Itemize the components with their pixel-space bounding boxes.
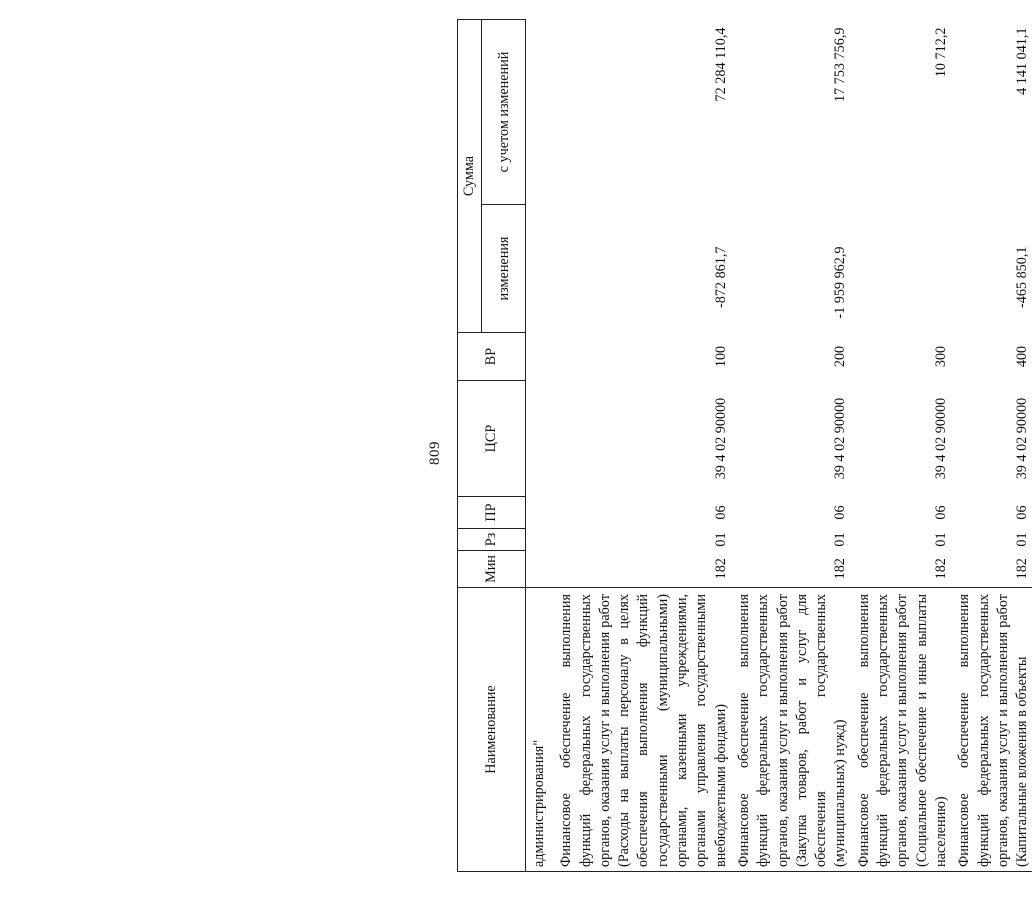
row-vr: 100 [712, 345, 729, 368]
row-rz: 01 [1014, 532, 1031, 547]
table-header [458, 20, 526, 872]
header-min: Мин [458, 551, 526, 588]
row-min [526, 551, 554, 588]
header-sum: Сумма [458, 20, 482, 333]
table-row [526, 20, 554, 872]
row-total: 72 284 110,4 [712, 27, 729, 102]
table-row [951, 20, 1032, 872]
row-pr: 06 [1014, 505, 1031, 520]
row-name: Финансовое обеспечение выполнения функций федеральных государственных органов, оказания услуг и выполнения работ (Капитальные вложения в объекты [951, 588, 1032, 872]
row-vr: 300 [932, 345, 949, 368]
row-min: 182 [1014, 558, 1031, 580]
row-csr [526, 381, 554, 497]
table-row [553, 20, 731, 872]
header-csr: ЦСР [458, 381, 526, 497]
row-min: 182 [712, 558, 729, 580]
row-rz: 01 [932, 532, 949, 547]
header-pr: ПР [458, 497, 526, 529]
row-change [851, 205, 951, 333]
row-min: 182 [932, 558, 949, 580]
table-row [731, 20, 851, 872]
header-vr: ВР [458, 333, 526, 381]
row-name: администрирования" [526, 588, 554, 872]
row-total: 10 712,2 [932, 27, 949, 78]
row-csr: 39 4 02 90000 [932, 397, 949, 480]
row-vr [526, 333, 554, 381]
table-row [851, 20, 951, 872]
header-with-changes: с учетом изменений [482, 20, 526, 205]
row-rz [526, 529, 554, 551]
table-body [526, 20, 1032, 872]
row-total [526, 20, 554, 205]
row-pr: 06 [712, 505, 729, 520]
row-change: -872 861,7 [712, 246, 729, 308]
row-name: Финансовое обеспечение выполнения функций федеральных государственных органов, оказания услуг и выполнения работ (Закупка товаров, работ и услуг для обеспечения государственных (муниципальных) нужд) [731, 588, 851, 872]
header-change: изменения [482, 205, 526, 333]
row-vr: 200 [832, 345, 849, 368]
row-total: 17 753 756,9 [832, 27, 849, 102]
page-number: 809 [427, 441, 443, 465]
header-rz: Рз [458, 529, 526, 551]
row-name: Финансовое обеспечение выполнения функций федеральных государственных органов, оказания услуг и выполнения работ (Социальное обеспечение и иные выплаты населению) [851, 588, 951, 872]
row-pr: 06 [832, 505, 849, 520]
row-pr [526, 497, 554, 529]
row-pr: 06 [932, 505, 949, 520]
budget-table [457, 19, 1032, 872]
row-rz: 01 [832, 532, 849, 547]
row-csr: 39 4 02 90000 [832, 397, 849, 480]
row-total: 4 141 041,1 [1014, 27, 1031, 95]
header-name: Наименование [458, 588, 526, 872]
row-csr: 39 4 02 90000 [1014, 397, 1031, 480]
row-csr: 39 4 02 90000 [712, 397, 729, 480]
row-rz: 01 [712, 532, 729, 547]
row-change [526, 205, 554, 333]
row-vr: 400 [1014, 345, 1031, 368]
row-name: Финансовое обеспечение выполнения функций федеральных государственных органов, оказания услуг и выполнения работ (Расходы на выплаты персоналу в целях обеспечения выполнения функций государственными (муниципальными) органами, казенными учреждениями, органами управления государственными внебюджетными фондами) [553, 588, 731, 872]
row-change: -1 959 962,9 [832, 246, 849, 319]
row-change: -465 850,1 [1014, 246, 1031, 308]
row-min: 182 [832, 558, 849, 580]
